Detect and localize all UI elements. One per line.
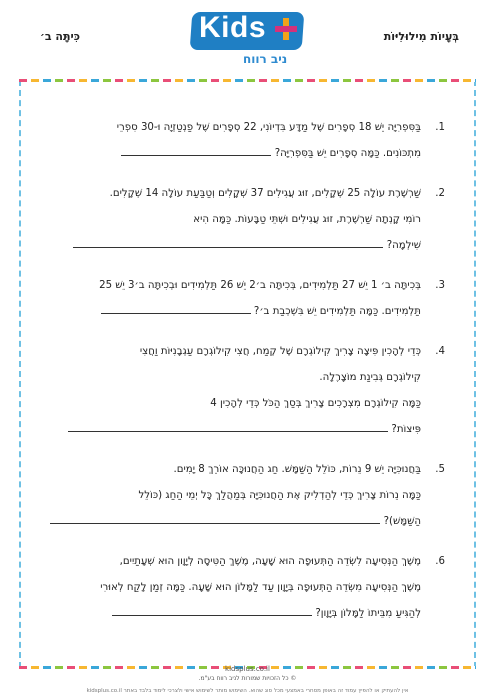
- footer-notice: אין להעתיק או להפיץ עמוד זה באופן מסחרי באמצעי מכל סוג שהוא. השימוש מותר לשימוש אישי ולצרכי לימוד בלבד באתר kidsplus.co.il: [86, 688, 409, 694]
- question-text-line: מֶשֶׁךְ הַנְּסִיעָה לִשְׂדֵה הַתְּעוּפָה הוּא שָׁעָה, מֶשֶׁךְ הַטִּיסָה לְיָוָון הוּא שְׁעָתַיִים,: [119, 556, 421, 567]
- footer-url[interactable]: kidsplus.co.il: [225, 665, 270, 673]
- answer-blank[interactable]: [73, 233, 383, 248]
- question-text-line: בְּכִיתָּה ב׳ 1 יֵשׁ 27 תַּלְמִידִים, בְּכִיתָּה ב׳2 יֵשׁ 26 תַּלְמִידִים וּבְכִיתָּה ב׳3 יֵשׁ 25: [99, 280, 421, 291]
- logo-text: Kids: [199, 11, 267, 44]
- question-text-line: מִתְכּוֹנִים. כַּמָּה סְפָרִים יֵשׁ בַּסִּפְרִיָּה?: [274, 148, 421, 159]
- question-text-line: פִּיצוֹת?: [391, 424, 421, 435]
- plus-icon: [275, 18, 297, 40]
- question-text-line: כַּמָּה קִילוֹגְרָם מִצְרָכִים צָרִיךְ בְּסַךְ הַכֹּל כְּדֵי לְהָכִין 4: [210, 398, 421, 409]
- kids-plus-logo[interactable]: [185, 8, 309, 72]
- question-text-line: שִׁילְמָה?: [386, 240, 421, 251]
- question-number: 5.: [435, 464, 445, 475]
- question-2: [40, 181, 445, 259]
- question-text-line: בַּחֲנוּכִּיָּה יֵשׁ 9 נֵרוֹת, כּוֹלֵל הַשַּׁמָּשׁ. חַג הַחֲנוּכָּה אוֹרֵךְ 8 יָמִים.: [173, 464, 421, 475]
- question-text-line: קִילוֹגְרָם גְּבִינַת מוֹצָרֶלָה.: [319, 372, 421, 383]
- question-number: 6.: [435, 556, 445, 567]
- question-3: [40, 273, 445, 325]
- question-number: 4.: [435, 346, 445, 357]
- question-text-line: בַּסִּפְרִיָּה יֵשׁ 18 סְפָרִים שֶׁל מַדָּע בִּדְיוֹנִי, 22 סְפָרִים שֶׁל פַנְטַזְיָה וּ-30 סִפְרֵי: [116, 122, 421, 133]
- answer-blank[interactable]: [121, 141, 271, 156]
- logo-subtitle: ניב רווח: [243, 52, 288, 66]
- answer-blank[interactable]: [112, 601, 312, 616]
- grade-label: כִּיתָּה ב׳: [40, 30, 80, 43]
- answer-blank[interactable]: [68, 417, 388, 432]
- frame-top-border: [19, 79, 476, 82]
- question-5: [40, 457, 445, 535]
- question-6: [40, 549, 445, 627]
- answer-blank[interactable]: [50, 509, 380, 524]
- question-number: 1.: [435, 122, 445, 133]
- worksheet-title: בְּעָיוֹת מִילוּלִיּוֹת: [383, 30, 459, 43]
- footer-copyright: © כל הזכויות שמורות לניב רווח בע"מ.: [198, 675, 297, 682]
- question-text-line: כַּמָּה נֵרוֹת צָרִיךְ כְּדֵי לְהַדְלִיק אֶת הַחֲנוּכִּיָּה בְּמַהֲלַךְ כָּל יְמֵי הַחַג (כּוֹלֵל: [138, 490, 421, 501]
- question-text-line: תַּלְמִידִים. כַּמָּה תַּלְמִידִים יֵשׁ בִּשְׁכְבַת ב׳?: [253, 306, 421, 317]
- questions-list: [40, 115, 445, 641]
- question-text-line: מֶשֶׁךְ הַנְּסִיעָה מִשְּׂדֵה הַתְּעוּפָה בְּיָוָון עַד לַמָּלוֹן הוּא שָׁעָה. כַּמָּה זְמַן לָקַח לְאוּרִי: [100, 582, 421, 593]
- question-text-line: הַשַּׁמָּשׁ)?: [383, 516, 421, 527]
- question-number: 3.: [435, 280, 445, 291]
- question-text-line: רוֹמִי קָנְתָה שַׁרְשֶׁרֶת, זוּג עֲגִילִים וּשְׁתֵּי טַבָּעוֹת. כַּמָּה הִיא: [193, 214, 421, 225]
- question-4: [40, 339, 445, 443]
- answer-blank[interactable]: [101, 299, 251, 314]
- question-number: 2.: [435, 188, 445, 199]
- question-text-line: שַׁרְשֶׁרֶת עוֹלָה 25 שְׁקָלִים, זוּג עֲגִילִים 37 שְׁקָלִים וְטַבַּעַת עוֹלָה 14 שְׁקָלִים.: [109, 188, 421, 199]
- question-text-line: כְּדֵי לְהָכִין פִּיצָה צָרִיךְ קִילוֹגְרָם שֶׁל קֶמַח, חֲצִי קִילוֹגְרָם עַגְבָנִיּוֹת וַחֲצִי: [139, 346, 421, 357]
- question-1: [40, 115, 445, 167]
- question-text-line: לְהַגִּיעַ מִבֵּיתוֹ לַמָּלוֹן בְּיָוָון?: [315, 608, 421, 619]
